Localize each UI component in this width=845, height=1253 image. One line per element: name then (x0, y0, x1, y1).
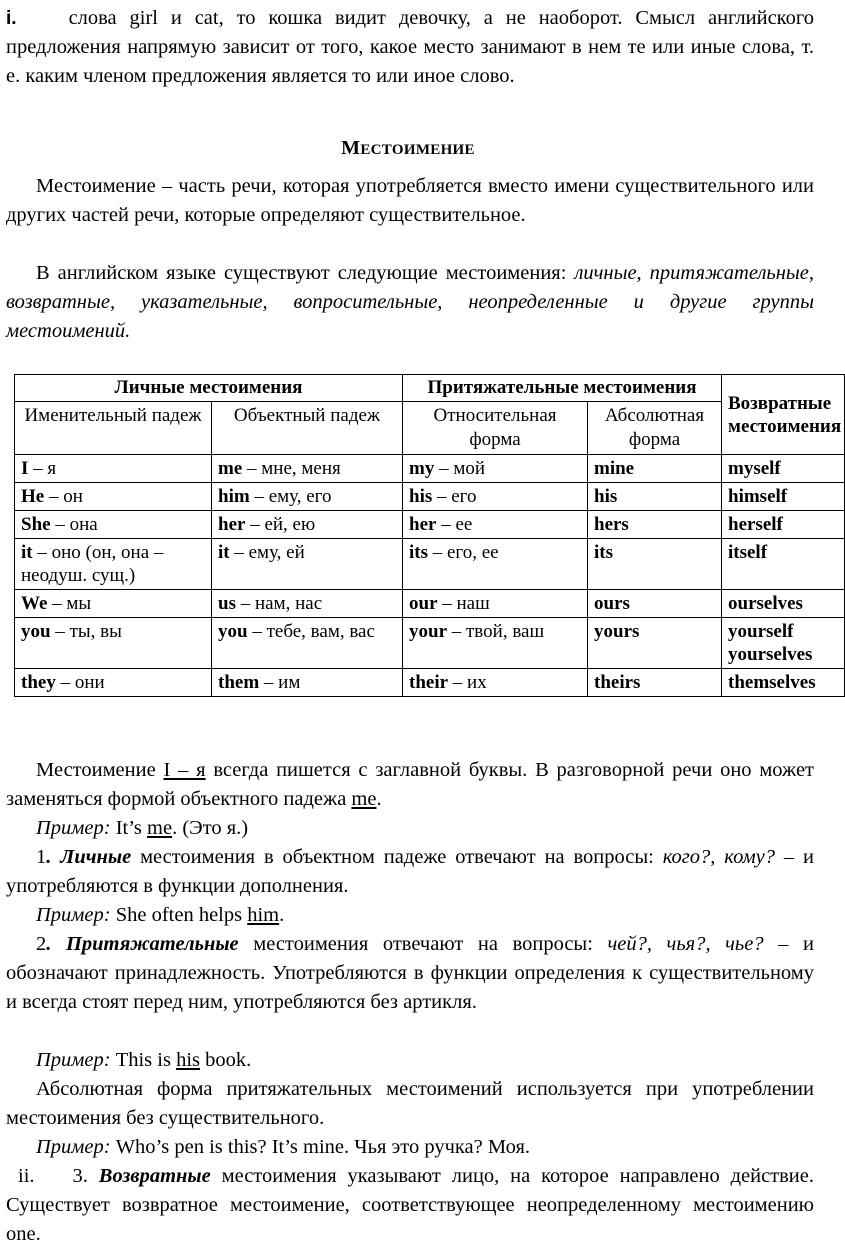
cell-absolute-word: hers (594, 514, 629, 535)
groups-prefix: В английском языке существуют следующие местоимения: (36, 262, 575, 284)
capital-rule-middle: всегда пишется с заглавной буквы. В разговорной речи оно может заменяться формой объектного падежа (6, 759, 815, 810)
cell-objective-translation: – им (259, 672, 301, 693)
cell-objective-word: them (218, 672, 260, 693)
cell-relative-word: her (409, 514, 437, 535)
cell-relative-word: its (409, 542, 428, 563)
table-row (15, 618, 845, 669)
header-reflexive: Возвратные местоимения (722, 375, 845, 455)
example-3 (6, 1046, 814, 1075)
rule-3-term: Возвратные (98, 1165, 211, 1187)
example-3-before: This is (110, 1049, 177, 1071)
cell-nominative-word: I (21, 458, 29, 479)
rule-2-text: местоимения отвечают на вопросы: (238, 933, 608, 955)
cell-relative (403, 511, 588, 539)
cell-nominative-word: it (21, 542, 33, 563)
header-objective: Объектный падеж (212, 402, 403, 455)
header-absolute: Абсолютная форма (588, 402, 722, 455)
cell-nominative (15, 483, 212, 511)
cell-reflexive (722, 669, 845, 697)
table-row (15, 590, 845, 618)
cell-nominative-translation: – она (50, 514, 98, 535)
cell-absolute (588, 669, 722, 697)
cell-nominative-word: He (21, 486, 45, 507)
cell-objective-word: me (218, 458, 243, 479)
rule-1-paragraph (6, 843, 814, 901)
cell-nominative-translation: – он (44, 486, 83, 507)
cell-absolute-word: mine (594, 458, 635, 479)
example-1-word: me (147, 817, 173, 839)
cell-nominative (15, 539, 212, 590)
header-relative: Относительная форма (403, 402, 588, 455)
capital-rule-paragraph (6, 756, 814, 814)
cell-reflexive-word: himself (728, 486, 788, 507)
cell-nominative-translation: – ты, вы (50, 621, 122, 642)
table-header-row (15, 375, 845, 402)
cell-nominative-word: they (21, 672, 56, 693)
cell-nominative-translation: – мы (47, 593, 92, 614)
intro-paragraph (6, 4, 814, 91)
cell-relative-word: your (409, 621, 447, 642)
cell-absolute-word: its (594, 542, 613, 563)
cell-reflexive (722, 511, 845, 539)
cell-absolute (588, 511, 722, 539)
example-4 (6, 1133, 814, 1162)
capital-rule-prefix: Местоимение (36, 759, 164, 781)
cell-relative-translation: – его, ее (428, 542, 499, 563)
cell-reflexive (722, 590, 845, 618)
rule-1-num: 1 (36, 846, 47, 868)
section-title (0, 137, 816, 160)
cell-nominative-word: you (21, 621, 51, 642)
cell-objective (212, 669, 403, 697)
example-3-word: his (176, 1049, 201, 1071)
table-row (15, 539, 845, 590)
cell-objective (212, 483, 403, 511)
table-row (15, 511, 845, 539)
cell-relative (403, 618, 588, 669)
cell-relative (403, 669, 588, 697)
section-title-initial: М (341, 137, 361, 159)
cell-absolute (588, 455, 722, 483)
cell-objective (212, 590, 403, 618)
cell-absolute-word: ours (594, 593, 630, 614)
cell-absolute (588, 539, 722, 590)
cell-relative (403, 483, 588, 511)
cell-objective-word: you (218, 621, 248, 642)
cell-relative-translation: – его (432, 486, 477, 507)
cell-objective-word: her (218, 514, 246, 535)
cell-nominative-translation: – я (28, 458, 57, 479)
rule-3-text: местоимения указывают лицо, на которое направлено действие. Существует возвратное местоимение, соответствующее неопределенному местоимению one. (6, 1165, 815, 1245)
cell-relative-word: my (409, 458, 435, 479)
example-1 (6, 814, 814, 843)
cell-nominative-translation: – они (55, 672, 105, 693)
cell-objective (212, 455, 403, 483)
cell-nominative (15, 590, 212, 618)
cell-reflexive-word: themselves (728, 672, 816, 693)
cell-relative-translation: – мой (434, 458, 486, 479)
header-nominative: Именительный падеж (15, 402, 212, 455)
rule-2-term: . Притяжательные (46, 933, 239, 955)
cell-objective-word: him (218, 486, 250, 507)
cell-relative (403, 539, 588, 590)
cell-objective-translation: – тебе, вам, вас (247, 621, 375, 642)
rule-3-num: 3. (72, 1165, 88, 1187)
capital-rule-end: . (376, 788, 382, 810)
example-label: Пример: (36, 1136, 111, 1158)
table-row (15, 669, 845, 697)
header-personal: Личные местоимения (15, 375, 403, 402)
cell-reflexive (722, 618, 845, 669)
cell-objective-translation: – ему, его (249, 486, 332, 507)
example-label: Пример: (36, 1049, 111, 1071)
pronoun-table (14, 374, 845, 697)
cell-nominative-word: We (21, 593, 48, 614)
cell-nominative (15, 511, 212, 539)
rule-3-paragraph (6, 1162, 814, 1249)
example-2 (6, 901, 814, 930)
example-2-after: . (279, 904, 285, 926)
cell-relative-translation: – их (448, 672, 487, 693)
table-subheader-row (15, 402, 845, 455)
example-3-after: book. (200, 1049, 252, 1071)
cell-reflexive-word: herself (728, 514, 783, 535)
cell-objective-translation: – ему, ей (229, 542, 305, 563)
cell-relative-translation: – ее (436, 514, 473, 535)
cell-reflexive (722, 539, 845, 590)
cell-reflexive (722, 455, 845, 483)
header-possessive: Притяжательные местоимения (403, 375, 722, 402)
cell-absolute (588, 618, 722, 669)
cell-absolute-word: yours (594, 621, 640, 642)
cell-reflexive-word: yourself yourselves (728, 621, 813, 665)
cell-nominative (15, 669, 212, 697)
cell-objective (212, 618, 403, 669)
cell-reflexive-word: itself (728, 542, 768, 563)
example-4-text: Who’s pen is this? It’s mine. Чья это ручка? Моя. (110, 1136, 531, 1158)
example-1-before: It’s (110, 817, 148, 839)
rule-1-text: местоимения в объектном падеже отвечают на вопросы: (131, 846, 663, 868)
cell-objective (212, 539, 403, 590)
cell-reflexive-word: ourselves (728, 593, 803, 614)
example-label: Пример: (36, 904, 111, 926)
example-label: Пример: (36, 817, 111, 839)
cell-reflexive-word: myself (728, 458, 781, 479)
example-2-word: him (247, 904, 280, 926)
cell-relative-word: their (409, 672, 449, 693)
cell-objective-word: us (218, 593, 236, 614)
cell-absolute-word: theirs (594, 672, 641, 693)
rule-2-num: 2 (36, 933, 47, 955)
cell-relative-translation: – наш (437, 593, 490, 614)
rule-1-questions: кого?, кому? – (662, 846, 795, 868)
cell-absolute (588, 590, 722, 618)
groups-paragraph (6, 259, 814, 346)
rule-1-end: и употребляются в функции дополнения. (6, 846, 814, 897)
cell-relative-word: our (409, 593, 438, 614)
cell-objective-translation: – нам, нас (235, 593, 323, 614)
capital-rule-obj: me (351, 788, 377, 810)
rule-2-end: и обозначают принадлежность. Употребляются в функции определения к существительному и всегда стоят перед ним, употребляются без артикля. (6, 933, 814, 1013)
capital-rule-word: I – я (163, 759, 206, 781)
intro-text: слова girl и cat, то кошка видит девочку, а не наоборот. Смысл английского предложения напрямую зависит от того, какое место занимают в нем те или иные слова, т. е. каким членом предложения является то или иное слово. (6, 7, 814, 87)
cell-nominative-translation: – оно (он, она – неодуш. сущ.) (21, 542, 164, 586)
cell-objective-word: it (218, 542, 230, 563)
rule-2-questions: чей?, чья?, чье? – (607, 933, 789, 955)
example-1-after: . (Это я.) (172, 817, 249, 839)
cell-relative-translation: – твой, ваш (447, 621, 545, 642)
cell-objective-translation: – мне, меня (242, 458, 341, 479)
cell-objective (212, 511, 403, 539)
section-title-rest: ЕСТОИМЕНИЕ (360, 142, 475, 158)
rule-2-paragraph (6, 930, 814, 1017)
cell-relative (403, 455, 588, 483)
cell-nominative (15, 618, 212, 669)
list-marker: i. (6, 8, 17, 29)
definition-paragraph: Местоимение – часть речи, которая употребляется вместо имени существительного или других частей речи, которые определяют существительное. (6, 175, 814, 226)
table-row (15, 455, 845, 483)
cell-nominative (15, 455, 212, 483)
example-2-before: She often helps (110, 904, 248, 926)
cell-absolute-word: his (594, 486, 618, 507)
groups-list: личные, притяжательные, возвратные, указательные, вопросительные, неопределенные и другие группы местоимений. (6, 262, 814, 342)
rule-1-term: . Личные (46, 846, 132, 868)
cell-relative-word: his (409, 486, 433, 507)
cell-reflexive (722, 483, 845, 511)
cell-absolute (588, 483, 722, 511)
cell-nominative-word: She (21, 514, 51, 535)
absolute-note-paragraph: Абсолютная форма притяжательных местоимений используется при употреблении местоимения без существительного. (6, 1078, 814, 1129)
cell-relative (403, 590, 588, 618)
table-row (15, 483, 845, 511)
list-marker-ii: ii. (18, 1165, 35, 1187)
cell-objective-translation: – ей, ею (245, 514, 316, 535)
